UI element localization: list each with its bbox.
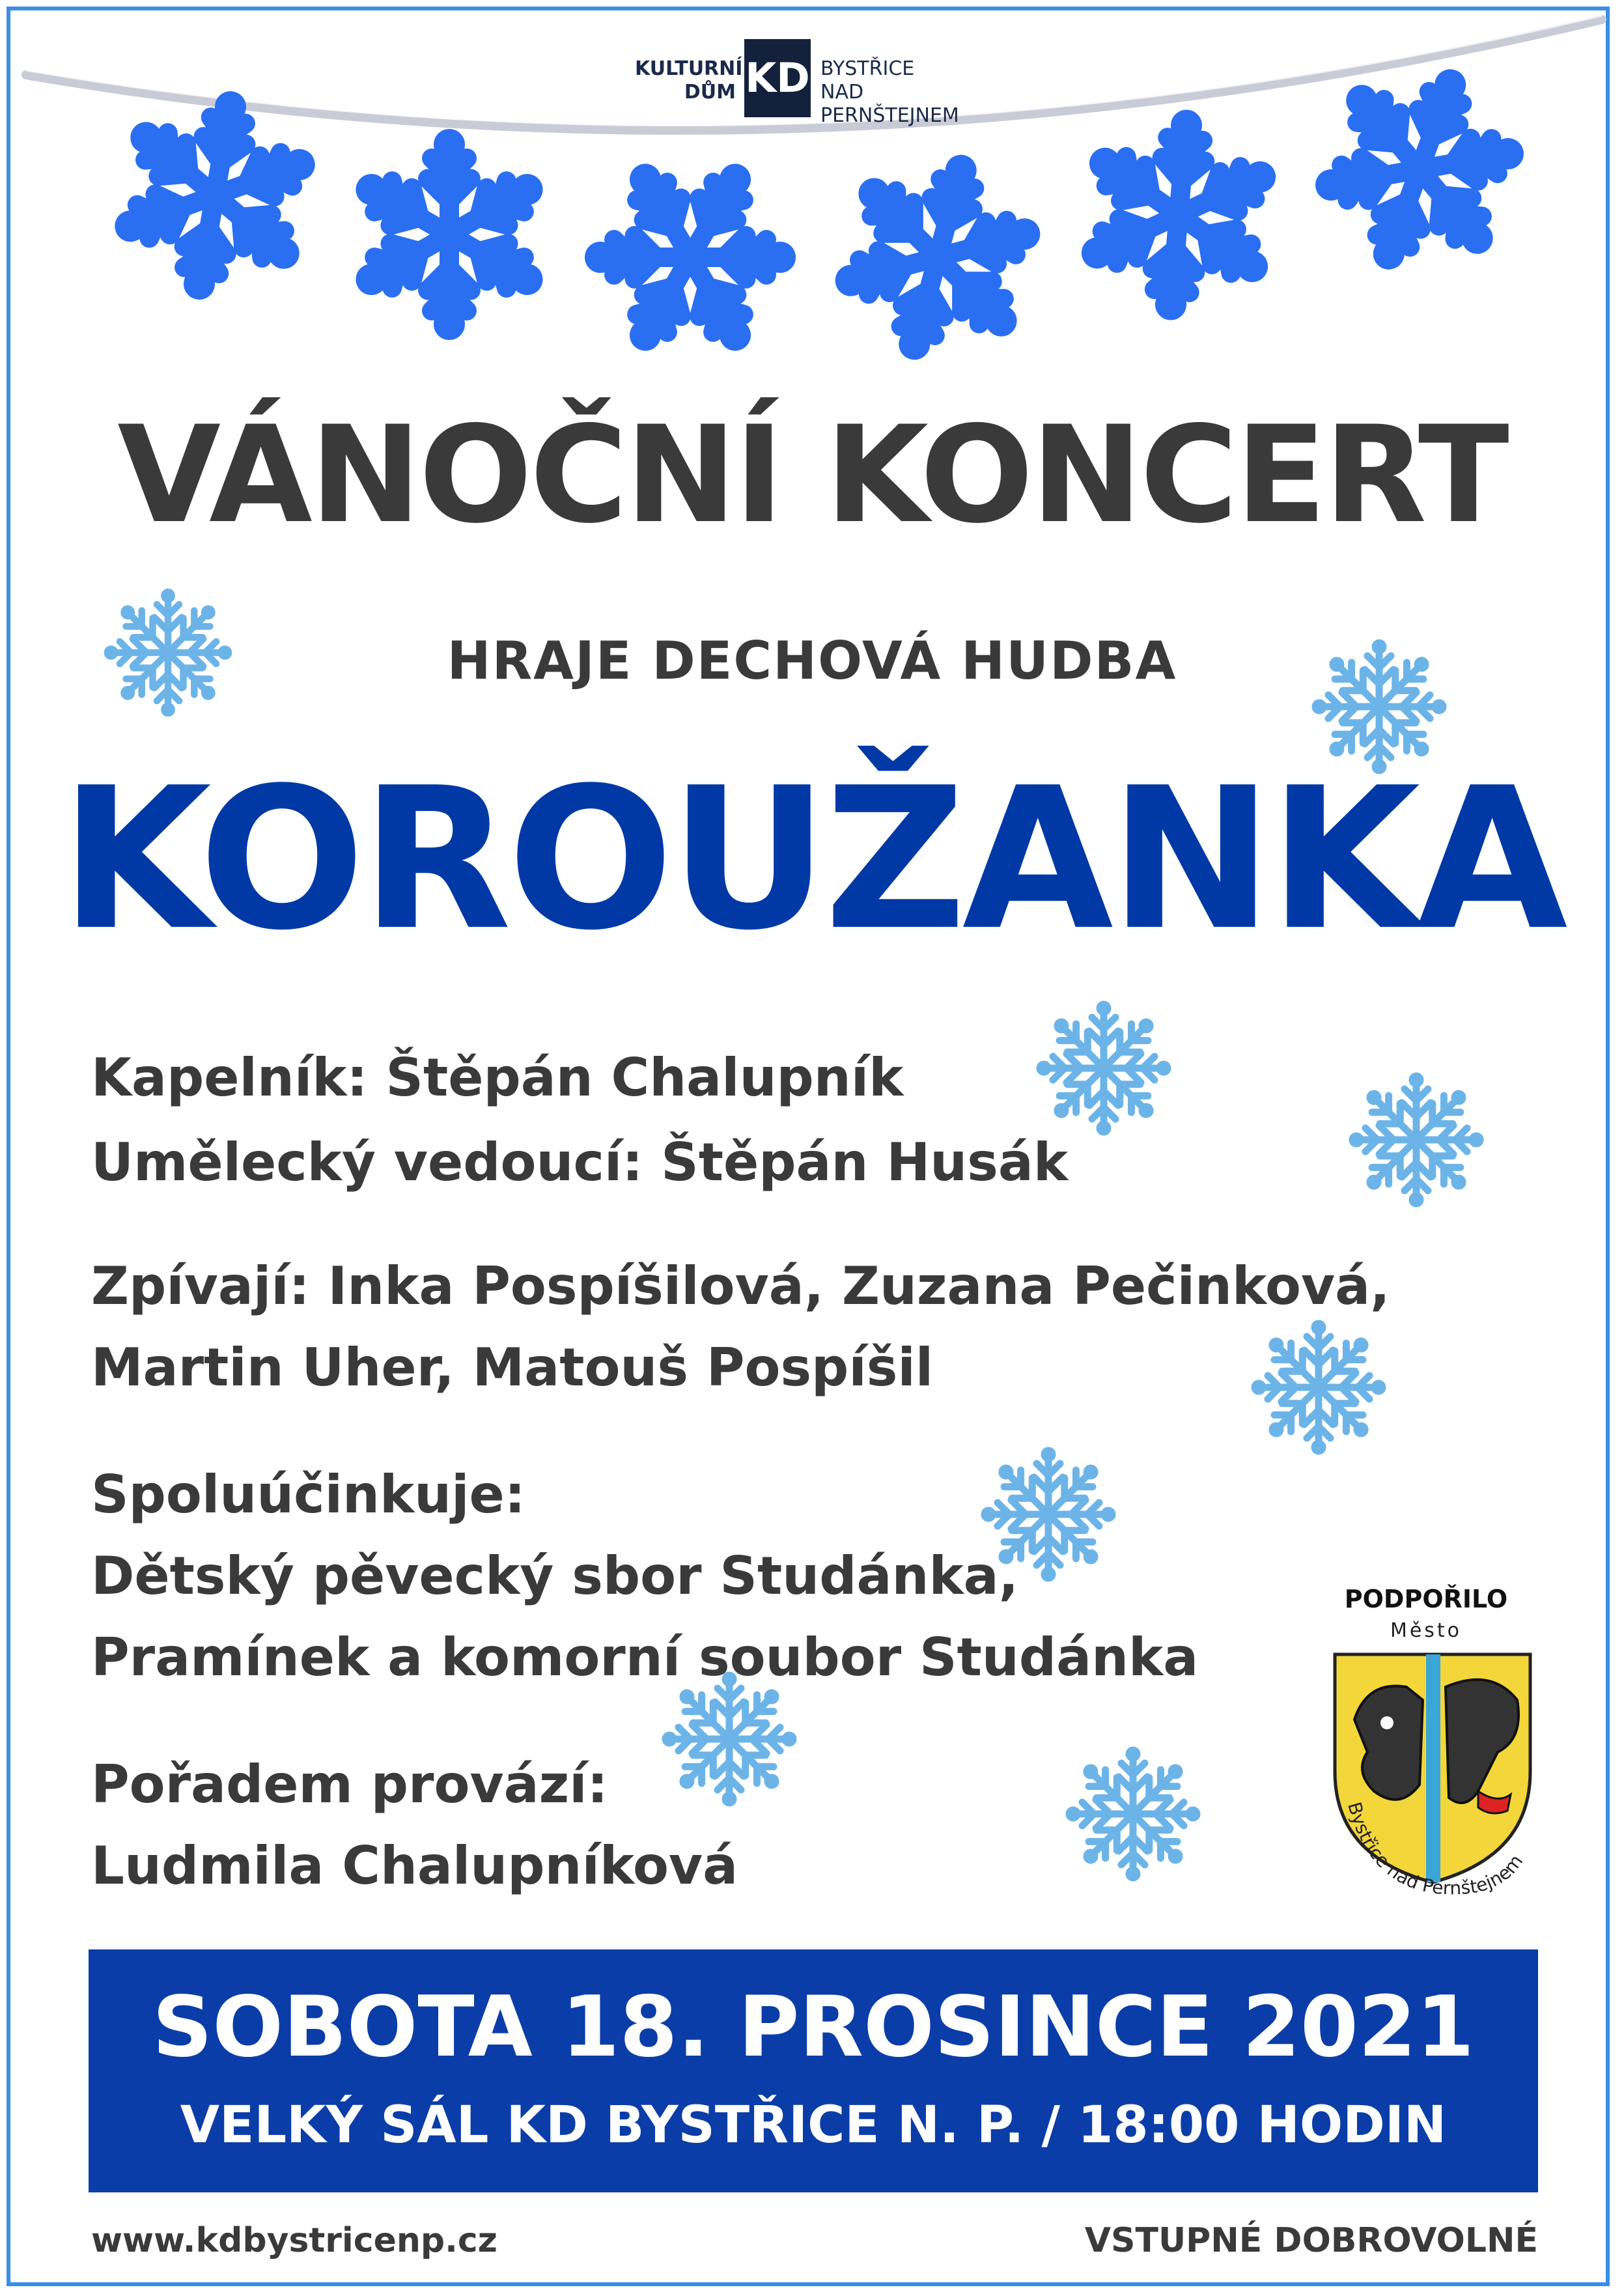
guests-line-1: Dětský pěvecký sbor Studánka, bbox=[91, 1546, 1019, 1606]
event-date: SOBOTA 18. PROSINCE 2021 bbox=[152, 1979, 1474, 2076]
website-link[interactable]: www.kdbystricenp.cz bbox=[91, 2221, 497, 2260]
logo-right-bottom: NAD PERNŠTEJNEM bbox=[820, 81, 959, 127]
snowflake-icon bbox=[1040, 1004, 1168, 1132]
snowflake-icon bbox=[1255, 1324, 1382, 1451]
subtitle: HRAJE DECHOVÁ HUDBA bbox=[447, 630, 1177, 691]
logo-left-bottom: DŮM bbox=[684, 81, 736, 104]
singers-line-2: Martin Uher, Matouš Pospíšil bbox=[91, 1337, 934, 1398]
concert-title: VÁNOČNÍ KONCERT bbox=[117, 398, 1507, 553]
logo-right-top: BYSTŘICE bbox=[820, 57, 915, 80]
snowflake-icon bbox=[1069, 1750, 1197, 1878]
snowflake-icon bbox=[1352, 1076, 1480, 1204]
logo-left-top: KULTURNÍ bbox=[635, 57, 743, 80]
host-name: Ludmila Chalupníková bbox=[91, 1835, 738, 1896]
host-heading: Pořadem provází: bbox=[91, 1754, 608, 1815]
guests-heading: Spoluúčinkuje: bbox=[91, 1464, 525, 1525]
sponsor-city-word: Město bbox=[1390, 1619, 1463, 1642]
singers-line-1: Zpívají: Inka Pospíšilová, Zuzana Pečinková, bbox=[91, 1256, 1390, 1316]
sponsor-city-name: Bystřice nad Pernštejnem bbox=[1343, 1800, 1528, 1899]
bandleader-line: Kapelník: Štěpán Chalupník bbox=[91, 1047, 904, 1108]
coat-of-arms-icon bbox=[1328, 1641, 1537, 1915]
guests-line-2: Pramínek a komorní soubor Studánka bbox=[91, 1627, 1199, 1688]
logo-mark: KD bbox=[744, 39, 811, 117]
kd-logo bbox=[635, 39, 993, 127]
sponsor-label: PODPOŘILO bbox=[1344, 1585, 1508, 1613]
logo-left-text bbox=[635, 57, 743, 104]
date-banner bbox=[89, 1949, 1538, 2192]
logo-right-text bbox=[820, 57, 993, 128]
band-name: KOROUŽANKA bbox=[60, 746, 1564, 973]
event-venue: VELKÝ SÁL KD BYSTŘICE N. P. / 18:00 HODIN bbox=[180, 2096, 1447, 2155]
art-director-line: Umělecký vedoucí: Štěpán Husák bbox=[91, 1132, 1069, 1193]
entry-note: VSTUPNÉ DOBROVOLNÉ bbox=[1084, 2221, 1538, 2260]
snowflake-icon bbox=[665, 1675, 793, 1803]
